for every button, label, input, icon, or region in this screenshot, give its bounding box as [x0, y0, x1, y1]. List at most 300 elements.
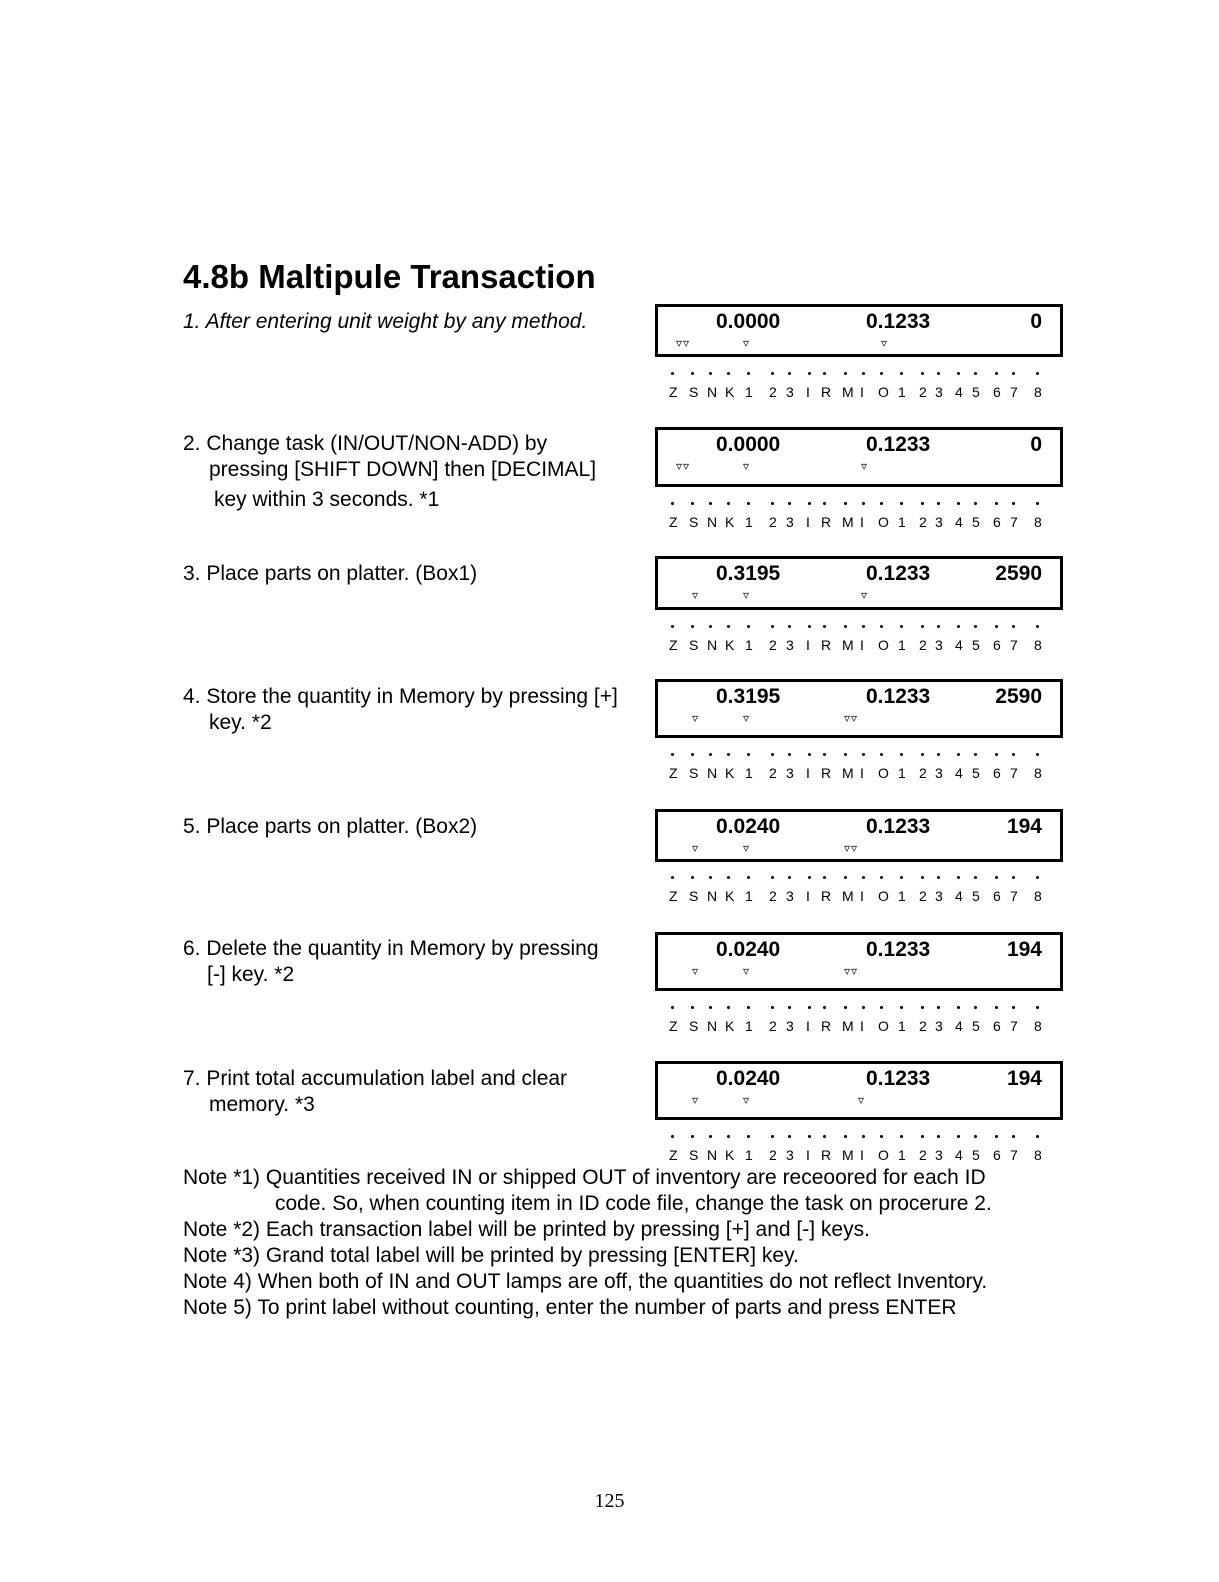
note-5: Note 5) To print label without counting, enter the number of parts and press ENTER [183, 1296, 957, 1319]
lamp-dot [691, 502, 694, 505]
lamp-label: 7 [1010, 637, 1018, 653]
scale-display-2 [655, 427, 1063, 487]
lamp-label: Z [669, 384, 678, 400]
lamp-dot [880, 502, 883, 505]
lamp-dot [921, 372, 924, 375]
lamp-dot [671, 372, 674, 375]
lamp-label: K [725, 637, 735, 653]
lamp-dot [823, 1135, 826, 1138]
lamp-label: 2 [769, 1147, 777, 1163]
lamp-indicator-icon: ▿ [692, 711, 700, 725]
lamp-dot [1036, 876, 1039, 879]
note-1: Note *1) Quantities received IN or shipped OUT of inventory are receoored for each ID [183, 1166, 986, 1189]
lamp-dot [671, 625, 674, 628]
lamp-label: 8 [1034, 1018, 1042, 1034]
lamp-label: I [860, 1147, 864, 1163]
step-2-text [183, 431, 596, 513]
lamp-indicator-icon: ▿ [743, 1093, 751, 1107]
lamp-label: I [806, 637, 810, 653]
lamp-dot [900, 753, 903, 756]
lamp-dot [974, 753, 977, 756]
lamp-dots-row [672, 753, 1048, 759]
lamp-dot [727, 1135, 730, 1138]
lamp-dot [995, 753, 998, 756]
step-7-text [183, 1066, 567, 1118]
lamp-dot [709, 502, 712, 505]
lamp-dot [808, 753, 811, 756]
lamp-label: O [878, 1147, 889, 1163]
lamp-label: Z [669, 765, 678, 781]
lamp-label: N [707, 514, 718, 530]
lamp-label: 5 [972, 384, 980, 400]
lamp-dot [788, 1135, 791, 1138]
lamp-dot [974, 372, 977, 375]
lamp-dot [957, 625, 960, 628]
lamp-dot [1036, 1006, 1039, 1009]
lamp-dots-row [672, 876, 1048, 882]
lamp-label: M [842, 1147, 854, 1163]
lamp-label: 2 [769, 384, 777, 400]
lamp-dot [771, 502, 774, 505]
lamp-dot [671, 1135, 674, 1138]
lamp-dot [747, 372, 750, 375]
scale-display-7 [655, 1061, 1063, 1120]
lamp-dot [709, 753, 712, 756]
lamp-label: 2 [919, 514, 927, 530]
lamp-label: O [878, 1018, 889, 1034]
lamp-dot [900, 625, 903, 628]
lamp-label: N [707, 888, 718, 904]
lamp-dot [995, 502, 998, 505]
lamp-label: R [821, 765, 832, 781]
lamp-label: 2 [919, 888, 927, 904]
lamp-label: 7 [1010, 384, 1018, 400]
lamp-label: 1 [745, 637, 753, 653]
lamp-label: 6 [993, 384, 1001, 400]
lamp-indicator-icon: ▿ [743, 336, 751, 350]
lamp-dot [862, 753, 865, 756]
lamp-dot [862, 1135, 865, 1138]
lamp-label: K [725, 765, 735, 781]
scale-display-6 [655, 932, 1063, 991]
lamp-dot [823, 372, 826, 375]
lamp-dot [900, 372, 903, 375]
lamp-dot [747, 1006, 750, 1009]
lamp-dot [844, 876, 847, 879]
step-6-line-2: [-] key. *2 [207, 963, 295, 986]
note-1-continued: code. So, when counting item in ID code file, change the task on procerure 2. [275, 1192, 992, 1215]
lamp-label: K [725, 1147, 735, 1163]
lamp-dot [937, 876, 940, 879]
lamp-label: S [689, 637, 699, 653]
lamp-dot [709, 1006, 712, 1009]
display-unit-weight: 0.1233 [866, 1067, 931, 1090]
lamp-dot [862, 625, 865, 628]
display-unit-weight: 0.1233 [866, 815, 931, 838]
lamp-label: 3 [786, 765, 794, 781]
display-count: 2590 [995, 562, 1042, 585]
lamp-dot [671, 1006, 674, 1009]
step-4-line-2: key. *2 [209, 711, 272, 734]
lamp-label: N [707, 765, 718, 781]
lamp-dot [709, 1135, 712, 1138]
lamp-dot [862, 1006, 865, 1009]
lamp-dot [900, 1006, 903, 1009]
note-2: Note *2) Each transaction label will be printed by pressing [+] and [-] keys. [183, 1218, 870, 1241]
lamp-label: 7 [1010, 514, 1018, 530]
lamp-dot [788, 502, 791, 505]
lamp-dots-row [672, 625, 1048, 631]
lamp-label: M [842, 888, 854, 904]
lamp-dot [788, 625, 791, 628]
lamp-indicator-icon: ▿▿ [676, 459, 691, 473]
lamp-dot [691, 625, 694, 628]
display-count: 194 [1006, 815, 1042, 838]
lamp-dot [771, 625, 774, 628]
lamp-dot [823, 1006, 826, 1009]
lamp-dot [691, 372, 694, 375]
lamp-label: 1 [898, 637, 906, 653]
lamp-label: 2 [769, 1018, 777, 1034]
lamp-dot [937, 1006, 940, 1009]
note-3: Note *3) Grand total label will be printed by pressing [ENTER] key. [183, 1244, 799, 1267]
lamp-label: 1 [745, 888, 753, 904]
lamp-dot [995, 1135, 998, 1138]
lamp-indicator-icon: ▿ [692, 588, 700, 602]
step-2-line-1: 2. Change task (IN/OUT/NON-ADD) by [183, 432, 548, 455]
lamp-dots-row [672, 1006, 1048, 1012]
lamp-dot [1036, 753, 1039, 756]
lamp-label: M [842, 637, 854, 653]
lamp-dot [671, 876, 674, 879]
lamp-label: 4 [955, 514, 963, 530]
lamp-label: O [878, 384, 889, 400]
lamp-label: Z [669, 1018, 678, 1034]
lamp-dot [727, 876, 730, 879]
lamp-dot [844, 625, 847, 628]
lamp-label: 8 [1034, 514, 1042, 530]
lamp-indicator-icon: ▿ [743, 964, 751, 978]
lamp-label: 5 [972, 1018, 980, 1034]
lamp-dot [995, 1006, 998, 1009]
lamp-label: 3 [786, 384, 794, 400]
lamp-dot [747, 625, 750, 628]
lamp-label: 3 [786, 637, 794, 653]
lamp-dot [974, 502, 977, 505]
lamp-label: K [725, 888, 735, 904]
display-count: 0 [1030, 310, 1042, 333]
lamp-label: 6 [993, 514, 1001, 530]
lamp-dot [1012, 372, 1015, 375]
display-weight: 0.0240 [716, 938, 781, 961]
display-weight: 0.0000 [716, 433, 781, 456]
lamp-label: 6 [993, 637, 1001, 653]
lamp-label: I [860, 637, 864, 653]
lamp-dot [957, 876, 960, 879]
lamp-indicator-icon: ▿ [743, 711, 751, 725]
lamp-label: 1 [898, 1018, 906, 1034]
lamp-dot [747, 876, 750, 879]
lamp-label: 7 [1010, 1147, 1018, 1163]
lamp-dot [995, 372, 998, 375]
lamp-label: 3 [786, 1147, 794, 1163]
lamp-dot [808, 625, 811, 628]
lamp-label: 2 [769, 637, 777, 653]
lamp-indicator-icon: ▿▿ [844, 711, 859, 725]
lamp-dot [808, 1006, 811, 1009]
lamp-label: 5 [972, 765, 980, 781]
lamp-label: 8 [1034, 765, 1042, 781]
lamp-label: 3 [786, 888, 794, 904]
step-6-line-1: 6. Delete the quantity in Memory by pressing [183, 937, 599, 960]
lamp-dot [1036, 502, 1039, 505]
step-7-line-2: memory. *3 [209, 1093, 315, 1116]
lamp-dot [937, 625, 940, 628]
lamp-label: Z [669, 637, 678, 653]
lamp-dots-row [672, 1135, 1048, 1141]
lamp-label: Z [669, 1147, 678, 1163]
lamp-dot [862, 876, 865, 879]
lamp-dot [974, 1006, 977, 1009]
lamp-dot [1012, 1135, 1015, 1138]
step-6-text [183, 936, 599, 988]
lamp-dot [808, 502, 811, 505]
lamp-label: I [860, 384, 864, 400]
lamp-label: 4 [955, 765, 963, 781]
lamp-label: N [707, 1018, 718, 1034]
lamp-dot [771, 372, 774, 375]
lamp-dot [880, 753, 883, 756]
lamp-dot [921, 1006, 924, 1009]
lamp-label: 7 [1010, 1018, 1018, 1034]
lamp-label: 3 [935, 765, 943, 781]
lamp-label: 1 [745, 1018, 753, 1034]
display-weight: 0.0240 [716, 815, 781, 838]
lamp-label: 8 [1034, 888, 1042, 904]
lamp-dot [900, 876, 903, 879]
lamp-dot [691, 1006, 694, 1009]
lamp-label: 6 [993, 888, 1001, 904]
lamp-dot [995, 876, 998, 879]
note-4: Note 4) When both of IN and OUT lamps are off, the quantities do not reflect Inventory. [183, 1270, 988, 1293]
lamp-label: M [842, 1018, 854, 1034]
lamp-label: O [878, 888, 889, 904]
lamp-label: 6 [993, 1147, 1001, 1163]
lamp-dot [1036, 625, 1039, 628]
lamp-label: M [842, 384, 854, 400]
lamp-dot [691, 876, 694, 879]
lamp-label: 3 [935, 514, 943, 530]
step-3-line-1: 3. Place parts on platter. (Box1) [183, 562, 478, 585]
lamp-dot [808, 372, 811, 375]
lamp-label: I [806, 765, 810, 781]
lamp-dot [880, 1006, 883, 1009]
lamp-dot [771, 876, 774, 879]
lamp-indicator-icon: ▿ [743, 841, 751, 855]
lamp-dot [921, 625, 924, 628]
lamp-label: 8 [1034, 637, 1042, 653]
lamp-label: 5 [972, 1147, 980, 1163]
lamp-label: S [689, 1147, 699, 1163]
step-5-line-1: 5. Place parts on platter. (Box2) [183, 815, 478, 838]
lamp-label: 1 [745, 384, 753, 400]
step-1-line-1: 1. After entering unit weight by any method. [183, 310, 588, 333]
lamp-dot [709, 625, 712, 628]
lamp-dot [671, 753, 674, 756]
lamp-label: 8 [1034, 1147, 1042, 1163]
step-2-line-2: pressing [SHIFT DOWN] then [DECIMAL] [209, 458, 597, 481]
lamp-label: N [707, 384, 718, 400]
lamp-dot [808, 876, 811, 879]
lamp-label: 2 [919, 384, 927, 400]
lamp-label: 4 [955, 1147, 963, 1163]
lamp-dot [880, 876, 883, 879]
lamp-dot [921, 502, 924, 505]
scale-display-5 [655, 809, 1063, 862]
lamp-dot [921, 1135, 924, 1138]
lamp-dot [727, 625, 730, 628]
page-title: 4.8b Maltipule Transaction [183, 258, 596, 295]
lamp-dot [937, 372, 940, 375]
notes-block [183, 1165, 992, 1321]
lamp-label: 6 [993, 765, 1001, 781]
lamp-label: 3 [786, 514, 794, 530]
lamp-dot [880, 625, 883, 628]
lamp-label: 1 [898, 514, 906, 530]
lamp-dot [844, 753, 847, 756]
lamp-label: 1 [745, 765, 753, 781]
lamp-dot [957, 1006, 960, 1009]
step-7-line-1: 7. Print total accumulation label and clear [183, 1067, 568, 1090]
lamp-label: 2 [919, 637, 927, 653]
lamp-indicator-icon: ▿ [881, 336, 889, 350]
lamp-label: R [821, 384, 832, 400]
lamp-dot [727, 1006, 730, 1009]
lamp-label: R [821, 637, 832, 653]
lamp-dot [771, 1135, 774, 1138]
lamp-label: 4 [955, 384, 963, 400]
lamp-label: 4 [955, 1018, 963, 1034]
lamp-dot [937, 753, 940, 756]
lamp-dot [937, 1135, 940, 1138]
lamp-dot [727, 372, 730, 375]
lamp-label: Z [669, 888, 678, 904]
lamp-label: O [878, 514, 889, 530]
lamp-dot [709, 876, 712, 879]
lamp-label: I [860, 1018, 864, 1034]
lamp-dot [1012, 753, 1015, 756]
lamp-dot [1012, 876, 1015, 879]
lamp-label: 1 [898, 888, 906, 904]
lamp-dot [691, 1135, 694, 1138]
lamp-label: 5 [972, 888, 980, 904]
lamp-dots-row [672, 372, 1048, 378]
display-count: 2590 [995, 685, 1042, 708]
lamp-label: 7 [1010, 765, 1018, 781]
lamp-dot [823, 753, 826, 756]
lamp-label: S [689, 514, 699, 530]
lamp-dot [788, 876, 791, 879]
lamp-indicator-icon: ▿ [861, 588, 869, 602]
lamp-label: 1 [898, 1147, 906, 1163]
lamp-dot [788, 372, 791, 375]
lamp-label: R [821, 888, 832, 904]
lamp-label: 8 [1034, 384, 1042, 400]
lamp-label: 3 [786, 1018, 794, 1034]
lamp-dot [844, 372, 847, 375]
lamp-label: I [806, 514, 810, 530]
lamp-label: 5 [972, 514, 980, 530]
lamp-dot [747, 1135, 750, 1138]
lamp-label: S [689, 888, 699, 904]
lamp-dot [957, 372, 960, 375]
lamp-label: S [689, 384, 699, 400]
lamp-label: K [725, 1018, 735, 1034]
step-1-text [183, 309, 587, 335]
display-weight: 0.0000 [716, 310, 781, 333]
lamp-label: K [725, 384, 735, 400]
lamp-dot [974, 876, 977, 879]
lamp-label: I [806, 888, 810, 904]
lamp-label: I [860, 888, 864, 904]
lamp-label: 3 [935, 888, 943, 904]
lamp-dot [1012, 625, 1015, 628]
lamp-dot [862, 372, 865, 375]
lamp-indicator-icon: ▿▿ [844, 964, 859, 978]
display-unit-weight: 0.1233 [866, 685, 931, 708]
display-unit-weight: 0.1233 [866, 562, 931, 585]
lamp-label: 5 [972, 637, 980, 653]
lamp-dot [1036, 372, 1039, 375]
lamp-dot [691, 753, 694, 756]
lamp-dot [880, 372, 883, 375]
lamp-dot [1012, 1006, 1015, 1009]
lamp-dot [921, 753, 924, 756]
lamp-indicator-icon: ▿ [692, 841, 700, 855]
lamp-dot [957, 502, 960, 505]
lamp-dot [900, 1135, 903, 1138]
display-count: 194 [1006, 1067, 1042, 1090]
lamp-label: 2 [769, 514, 777, 530]
lamp-label: 6 [993, 1018, 1001, 1034]
lamp-label: I [806, 384, 810, 400]
lamp-indicator-icon: ▿ [858, 1093, 866, 1107]
lamp-dot [788, 1006, 791, 1009]
lamp-label: 1 [898, 765, 906, 781]
lamp-label: 2 [919, 1147, 927, 1163]
lamp-label: 2 [769, 765, 777, 781]
lamp-label: N [707, 637, 718, 653]
lamp-dot [671, 502, 674, 505]
lamp-label: 4 [955, 637, 963, 653]
lamp-label: R [821, 1018, 832, 1034]
lamp-label: I [806, 1147, 810, 1163]
lamp-dot [771, 1006, 774, 1009]
lamp-dot [974, 1135, 977, 1138]
step-4-line-1: 4. Store the quantity in Memory by pressing [+] [183, 685, 618, 708]
lamp-dot [808, 1135, 811, 1138]
display-unit-weight: 0.1233 [866, 433, 931, 456]
lamp-label: 2 [919, 765, 927, 781]
step-5-text [183, 814, 477, 840]
display-weight: 0.3195 [716, 562, 781, 585]
lamp-label: 4 [955, 888, 963, 904]
lamp-label: 2 [769, 888, 777, 904]
lamp-label: O [878, 637, 889, 653]
display-unit-weight: 0.1233 [866, 938, 931, 961]
lamp-dots-row [672, 502, 1048, 508]
display-unit-weight: 0.1233 [866, 310, 931, 333]
